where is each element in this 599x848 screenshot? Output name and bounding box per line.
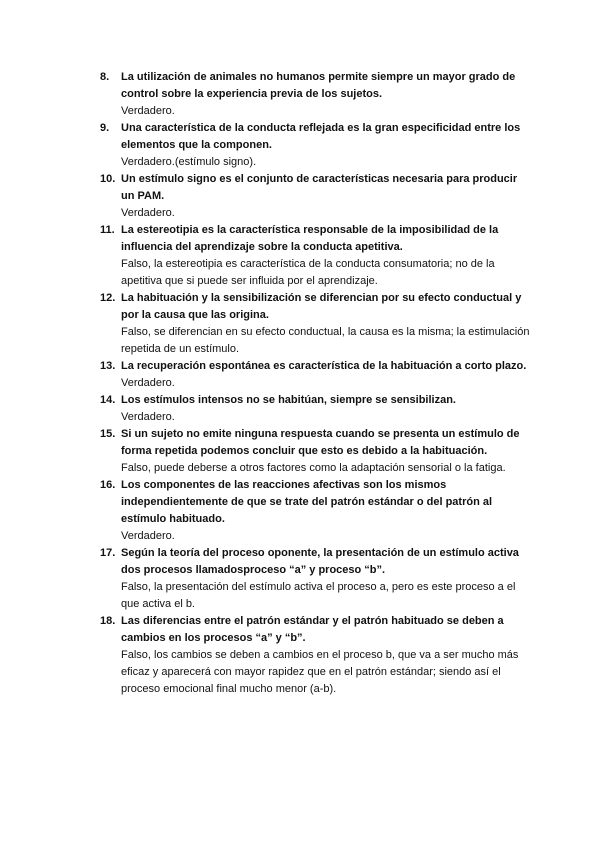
answer-text: Falso, la estereotipia es característica de la conducta consumatoria; no de la apetitiva que si puede ser influida por el aprendizaje. <box>121 258 495 287</box>
question-content <box>121 120 530 171</box>
question-number: 18. <box>100 615 116 627</box>
question-number: 11. <box>100 224 115 236</box>
question-content <box>121 69 530 120</box>
question-number: 17. <box>100 547 116 559</box>
question-content <box>121 290 530 358</box>
question-content <box>121 477 530 545</box>
question-number: 16. <box>100 479 116 491</box>
question-number: 10. <box>100 173 116 185</box>
answer-text: Falso, puede deberse a otros factores como la adaptación sensorial o la fatiga. <box>121 462 506 474</box>
question-text: La utilización de animales no humanos permite siempre un mayor grado de control sobre la experiencia previa de los sujetos. <box>121 71 516 100</box>
question-number: 8. <box>100 71 110 83</box>
answer-text: Verdadero. <box>121 411 175 423</box>
question-content <box>121 358 530 392</box>
question-text: Un estímulo signo es el conjunto de características necesaria para producir un PAM. <box>121 173 518 202</box>
answer-text: Verdadero.(estímulo signo). <box>121 156 257 168</box>
question-item <box>100 120 530 171</box>
question-text: Si un sujeto no emite ninguna respuesta cuando se presenta un estímulo de forma repetida podemos concluir que esto es debido a la habituación. <box>121 428 520 457</box>
question-number: 9. <box>100 122 110 134</box>
question-content <box>121 613 530 698</box>
answer-text: Verdadero. <box>121 105 175 117</box>
question-list <box>100 69 530 698</box>
question-item <box>100 426 530 477</box>
question-text: Según la teoría del proceso oponente, la presentación de un estímulo activa dos procesos llamadosproceso “a” y proceso “b”. <box>121 547 519 576</box>
question-item <box>100 477 530 545</box>
question-text: Los componentes de las reacciones afectivas son los mismos independientemente de que se trate del patrón estándar o del patrón al estímulo habituado. <box>121 479 493 525</box>
question-item <box>100 613 530 698</box>
question-number: 13. <box>100 360 116 372</box>
question-item <box>100 222 530 290</box>
answer-text: Falso, los cambios se deben a cambios en el proceso b, que va a ser mucho más eficaz y aparecerá con mayor rapidez que en el patrón estándar; siendo así el proceso emocional final mucho menor (a-b). <box>121 649 519 695</box>
question-text: La estereotipia es la característica responsable de la imposibilidad de la influencia del aprendizaje sobre la conducta apetitiva. <box>121 224 499 253</box>
answer-text: Verdadero. <box>121 207 175 219</box>
question-item <box>100 392 530 426</box>
question-text: Los estímulos intensos no se habitúan, siempre se sensibilizan. <box>121 394 456 406</box>
question-item <box>100 171 530 222</box>
answer-text: Verdadero. <box>121 377 175 389</box>
question-content <box>121 171 530 222</box>
question-text: Una característica de la conducta reflejada es la gran especificidad entre los elementos que la componen. <box>121 122 521 151</box>
question-text: La habituación y la sensibilización se diferencian por su efecto conductual y por la causa que las origina. <box>121 292 522 321</box>
question-content <box>121 222 530 290</box>
question-item <box>100 545 530 613</box>
answer-text: Verdadero. <box>121 530 175 542</box>
answer-text: Falso, se diferencian en su efecto conductual, la causa es la misma; la estimulación repetida de un estímulo. <box>121 326 530 355</box>
question-number: 12. <box>100 292 116 304</box>
question-content <box>121 392 530 426</box>
question-text: La recuperación espontánea es característica de la habituación a corto plazo. <box>121 360 527 372</box>
question-item <box>100 290 530 358</box>
question-number: 15. <box>100 428 116 440</box>
question-content <box>121 426 530 477</box>
question-text: Las diferencias entre el patrón estándar y el patrón habituado se deben a cambios en los procesos “a” y “b”. <box>121 615 504 644</box>
question-number: 14. <box>100 394 116 406</box>
question-content <box>121 545 530 613</box>
question-item <box>100 69 530 120</box>
question-item <box>100 358 530 392</box>
answer-text: Falso, la presentación del estímulo activa el proceso a, pero es este proceso a el que activa el b. <box>121 581 516 610</box>
